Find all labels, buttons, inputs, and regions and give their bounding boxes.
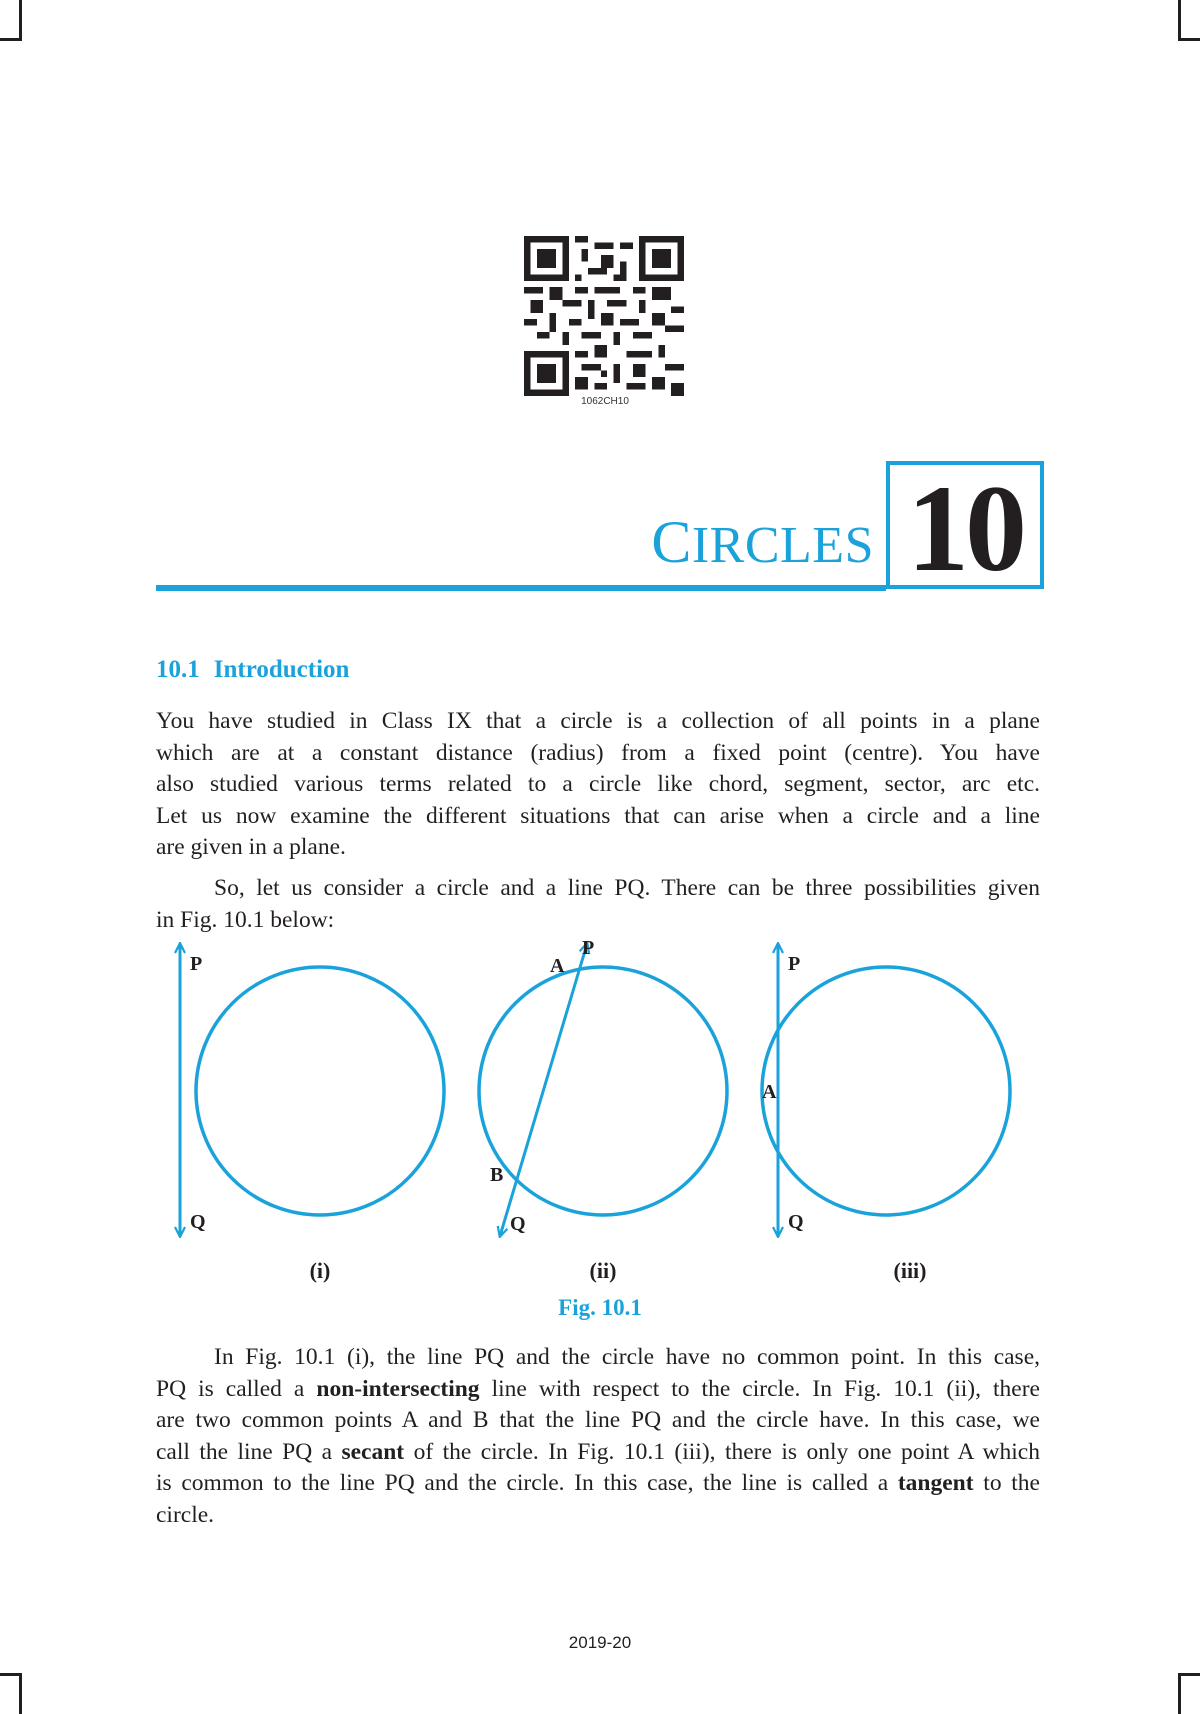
footer-year: 2019-20 (568, 1633, 632, 1652)
text-line: circle. (156, 1501, 215, 1528)
label-a-iii: A (762, 1081, 777, 1103)
chapter-title-initial: C (651, 509, 692, 575)
text-line (156, 1374, 1040, 1406)
label-q-i: Q (190, 1211, 206, 1233)
text-line: In Fig. 10.1 (i), the line PQ and the circle have no common point. In this case, (214, 1344, 1040, 1370)
chapter-title-rest: IRCLES (691, 517, 874, 574)
crop-mark-bottom-right (1178, 1673, 1200, 1676)
text-line: which are at a constant distance (radius) from a fixed point (centre). You have (156, 739, 1040, 766)
section-title: Introduction (213, 656, 350, 683)
text-line: So, let us consider a circle and a line PQ. There can be three possibilities given (214, 875, 1040, 901)
label-q-ii: Q (510, 1213, 526, 1235)
qr-code[interactable] (524, 236, 684, 396)
label-p-iii: P (788, 953, 801, 975)
text-line: Let us now examine the different situations that can arise when a circle and a line (156, 802, 1040, 829)
possibilities-paragraph (156, 873, 1040, 936)
text-line: are given in a plane. (156, 834, 346, 860)
intro-paragraph (156, 706, 1040, 864)
text-line: are two common points A and B that the line PQ and the circle have. In this case, we (156, 1407, 1040, 1433)
subcaption-ii: (ii) (589, 1258, 617, 1283)
circle-iii (762, 967, 1010, 1215)
text-run: of the circle. In Fig. 10.1 (iii), there is only one point A which (404, 1438, 1040, 1465)
line-pq-ii (500, 944, 587, 1236)
term-non-intersecting: non-intersecting (316, 1375, 480, 1402)
label-p-ii: P (582, 937, 595, 959)
subcaption-i: (i) (309, 1258, 331, 1283)
crop-mark-top-right (1178, 0, 1181, 41)
title-rule (156, 585, 886, 591)
crop-mark-bottom-left (19, 1673, 22, 1714)
term-tangent: tangent (897, 1470, 974, 1496)
term-secant: secant (341, 1438, 405, 1465)
chapter-number: 10 (907, 460, 1023, 597)
label-p-i: P (190, 953, 203, 975)
crop-mark-bottom-right (1178, 1673, 1181, 1714)
text-line (156, 1437, 1040, 1469)
chapter-title (651, 509, 874, 575)
text-line (156, 1468, 1040, 1500)
text-line: You have studied in Class IX that a circle is a collection of all points in a plane (156, 708, 1040, 734)
chapter-number-box (886, 460, 1044, 597)
text-run: PQ is called a (156, 1375, 317, 1402)
explanation-paragraph (156, 1342, 1040, 1531)
figure-caption: Fig. 10.1 (558, 1295, 642, 1320)
text-line: also studied various terms related to a circle like chord, segment, sector, arc etc. (156, 771, 1040, 797)
figure-10-1 (150, 934, 1050, 1294)
subcaption-iii: (iii) (893, 1258, 927, 1283)
qr-code-label: 1062CH10 (581, 396, 629, 407)
label-b-ii: B (490, 1164, 504, 1186)
crop-mark-top-right (1178, 38, 1200, 41)
crop-mark-top-left (19, 0, 22, 41)
text-run: line with respect to the circle. In Fig. 10.1 (ii), there (479, 1375, 1040, 1402)
circle-i (196, 967, 444, 1215)
text-run: to the (973, 1470, 1040, 1496)
label-q-iii: Q (788, 1211, 804, 1233)
text-run: is common to the line PQ and the circle. In this case, the line is called a (156, 1470, 898, 1496)
text-run: call the line PQ a (156, 1438, 342, 1465)
text-line: in Fig. 10.1 below: (156, 906, 335, 933)
section-number: 10.1 (156, 656, 200, 683)
section-heading (156, 656, 349, 684)
label-a-ii: A (550, 955, 565, 977)
